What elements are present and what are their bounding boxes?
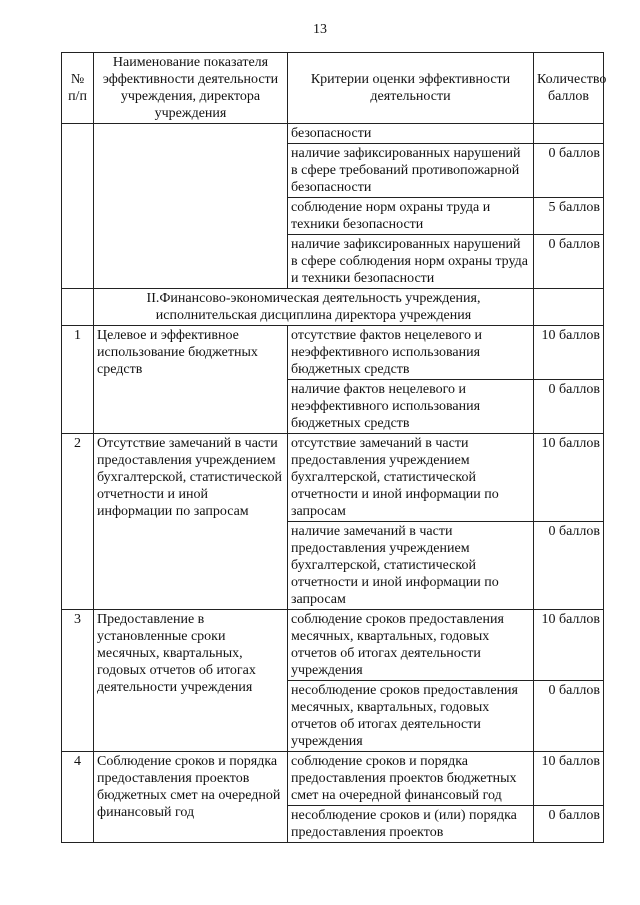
header-points: Количество баллов: [534, 53, 604, 124]
page-number: 13: [313, 22, 327, 37]
points-cell: 10 баллов: [534, 610, 604, 681]
points-cell: 10 баллов: [534, 752, 604, 806]
points-cell: 10 баллов: [534, 434, 604, 522]
table-row: [62, 752, 604, 806]
section-title: II.Финансово-экономическая деятельность учреждения, исполнительская дисциплина директора учреждения: [94, 289, 534, 326]
table-header-row: [62, 53, 604, 124]
table-row: [62, 610, 604, 681]
criteria-cell: соблюдение сроков предоставления месячных, квартальных, годовых отчетов об итогах деятельности учреждения: [288, 610, 534, 681]
evaluation-table: [61, 52, 607, 843]
indicator-cell: Целевое и эффективное использование бюджетных средств: [94, 326, 288, 434]
criteria-cell: наличие замечаний в части предоставления учреждением бухгалтерской, статистической отчетности и иной информации по запросам: [288, 522, 534, 610]
row-number: 2: [62, 434, 94, 610]
indicator-cell: Предоставление в установленные сроки месячных, квартальных, годовых отчетов об итогах деятельности учреждения: [94, 610, 288, 752]
points-cell: 0 баллов: [534, 144, 604, 198]
section-num-cell: [62, 289, 94, 326]
criteria-cell: несоблюдение сроков предоставления месячных, квартальных, годовых отчетов об итогах деятельности учреждения: [288, 681, 534, 752]
points-cell: 0 баллов: [534, 522, 604, 610]
criteria-cell: наличие зафиксированных нарушений в сфере требований противопожарной безопасности: [288, 144, 534, 198]
criteria-cell: безопасности: [288, 124, 534, 144]
cont-indicator-cell: [94, 124, 288, 289]
points-cell: 0 баллов: [534, 380, 604, 434]
criteria-cell: отсутствие фактов нецелевого и неэффективного использования бюджетных средств: [288, 326, 534, 380]
points-cell: 0 баллов: [534, 235, 604, 289]
points-cell: 5 баллов: [534, 198, 604, 235]
row-number: 1: [62, 326, 94, 434]
table-row: [62, 434, 604, 522]
points-cell: 0 баллов: [534, 681, 604, 752]
row-number: 4: [62, 752, 94, 843]
criteria-cell: соблюдение сроков и порядка предоставления проектов бюджетных смет на очередной финансовый год: [288, 752, 534, 806]
header-criteria: Критерии оценки эффективности деятельности: [288, 53, 534, 124]
points-cell: 0 баллов: [534, 806, 604, 843]
header-num: № п/п: [62, 53, 94, 124]
points-cell: 10 баллов: [534, 326, 604, 380]
points-cell: [534, 124, 604, 144]
criteria-cell: несоблюдение сроков и (или) порядка предоставления проектов: [288, 806, 534, 843]
section-row: [62, 289, 604, 326]
criteria-cell: наличие фактов нецелевого и неэффективного использования бюджетных средств: [288, 380, 534, 434]
section-points-cell: [534, 289, 604, 326]
criteria-cell: соблюдение норм охраны труда и техники безопасности: [288, 198, 534, 235]
header-indicator: Наименование показателя эффективности деятельности учреждения, директора учреждения: [94, 53, 288, 124]
criteria-cell: наличие зафиксированных нарушений в сфере соблюдения норм охраны труда и техники безопасности: [288, 235, 534, 289]
row-number: 3: [62, 610, 94, 752]
table-row: [62, 124, 604, 144]
criteria-cell: отсутствие замечаний в части предоставления учреждением бухгалтерской, статистической отчетности и иной информации по запросам: [288, 434, 534, 522]
table-row: [62, 326, 604, 380]
cont-num-cell: [62, 124, 94, 289]
indicator-cell: Отсутствие замечаний в части предоставления учреждением бухгалтерской, статистической отчетности и иной информации по запросам: [94, 434, 288, 610]
indicator-cell: Соблюдение сроков и порядка предоставления проектов бюджетных смет на очередной финансовый год: [94, 752, 288, 843]
